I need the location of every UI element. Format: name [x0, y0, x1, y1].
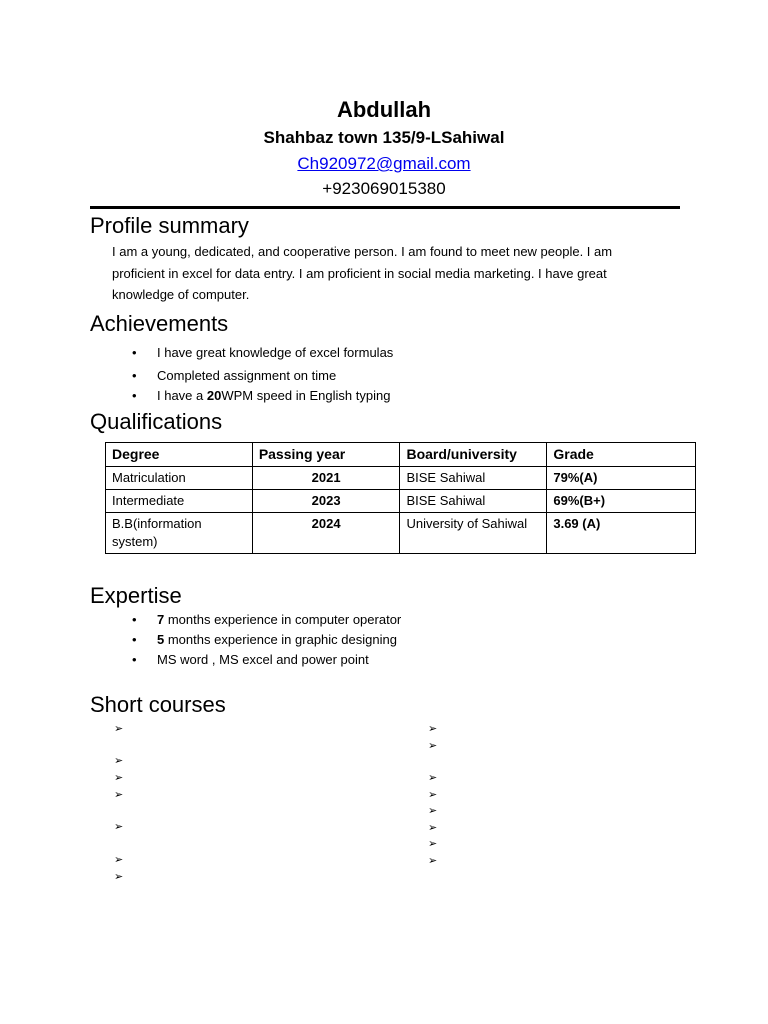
short-courses-heading: Short courses: [90, 692, 226, 717]
profile-line: knowledge of computer.: [112, 287, 250, 303]
bullet-icon: •: [132, 388, 137, 403]
candidate-name: Abdullah: [336, 97, 432, 122]
arrow-bullet-icon: ➢: [428, 822, 438, 834]
email-link[interactable]: Ch920972@gmail.com: [297, 154, 471, 173]
header-divider: [90, 206, 680, 209]
table-row: [106, 513, 696, 554]
arrow-bullet-icon: ➢: [428, 723, 438, 735]
year-cell: 2023: [252, 490, 400, 513]
table-row: [106, 467, 696, 490]
qualifications-table: [105, 442, 696, 554]
grade-cell: 79%(A): [547, 467, 696, 490]
arrow-bullet-icon: ➢: [114, 723, 124, 735]
email-line: [0, 153, 768, 175]
grade-cell: 69%(B+): [547, 490, 696, 513]
board-cell: BISE Sahiwal: [400, 490, 547, 513]
profile-line: proficient in excel for data entry. I am proficient in social media marketing. I have great: [112, 265, 607, 281]
bullet-icon: •: [132, 345, 137, 360]
year-cell: 2024: [252, 513, 400, 554]
arrow-bullet-icon: ➢: [114, 772, 124, 784]
column-header: Board/university: [400, 443, 547, 467]
year-cell: 2021: [252, 467, 400, 490]
degree-cell: Matriculation: [106, 467, 253, 490]
arrow-bullet-icon: ➢: [428, 838, 438, 850]
bullet-icon: •: [132, 368, 137, 383]
profile-line: I am a young, dedicated, and cooperative person. I am found to meet new people. I am: [112, 244, 613, 259]
arrow-bullet-icon: ➢: [428, 855, 438, 867]
board-cell: BISE Sahiwal: [400, 467, 547, 490]
arrow-bullet-icon: ➢: [428, 772, 438, 784]
profile-summary-heading: Profile summary: [90, 213, 249, 238]
arrow-bullet-icon: ➢: [428, 789, 438, 801]
profile-summary-text: [112, 241, 672, 306]
column-header: Degree: [106, 443, 253, 467]
arrow-bullet-icon: ➢: [114, 821, 124, 833]
grade-cell: 3.69 (A): [547, 513, 696, 554]
phone-number: +923069015380: [322, 179, 446, 198]
address: Shahbaz town 135/9-LSahiwal: [263, 128, 505, 147]
board-cell: University of Sahiwal: [400, 513, 547, 554]
bullet-icon: •: [132, 652, 137, 667]
arrow-bullet-icon: ➢: [114, 755, 124, 767]
arrow-bullet-icon: ➢: [428, 805, 438, 817]
table-row: [106, 490, 696, 513]
bullet-icon: •: [132, 612, 137, 627]
table-header-row: [106, 443, 696, 467]
degree-cell: Intermediate: [106, 490, 253, 513]
arrow-bullet-icon: ➢: [428, 740, 438, 752]
qualifications-heading: Qualifications: [90, 409, 223, 434]
degree-cell: B.B(information system): [106, 513, 253, 554]
arrow-bullet-icon: ➢: [114, 789, 124, 801]
column-header: Passing year: [252, 443, 400, 467]
column-header: Grade: [547, 443, 696, 467]
expertise-heading: Expertise: [90, 583, 182, 608]
bullet-icon: •: [132, 632, 137, 647]
arrow-bullet-icon: ➢: [114, 871, 124, 883]
achievements-heading: Achievements: [90, 311, 229, 336]
arrow-bullet-icon: ➢: [114, 854, 124, 866]
